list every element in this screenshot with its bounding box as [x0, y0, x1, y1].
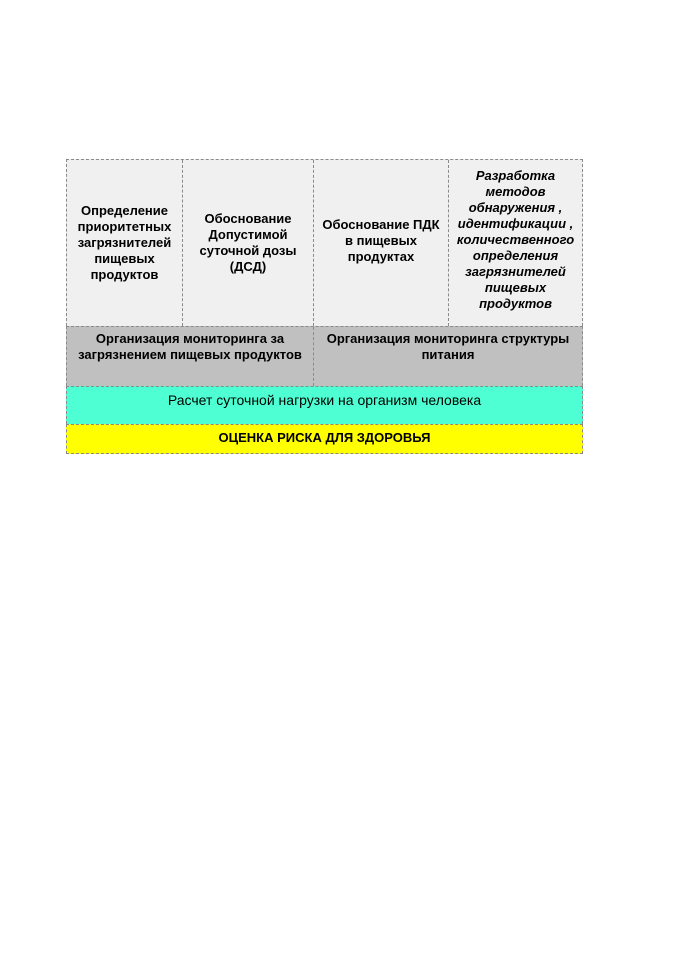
- risk-assessment-diagram: [66, 159, 583, 454]
- cell-diet-structure-monitoring: [314, 327, 582, 386]
- cell-priority-contaminants: [67, 160, 183, 326]
- cell-detection-methods-text: Разработка методов обнаружения , идентификации , количественного определения загрязнителей пищевых продуктов: [456, 168, 575, 311]
- health-risk-assessment-row: [66, 424, 583, 454]
- top-row: [66, 159, 583, 326]
- cell-contamination-monitoring-text: Организация мониторинга за загрязнением пищевых продуктов: [78, 331, 302, 362]
- daily-load-calculation-text: Расчет суточной нагрузки на организм человека: [167, 392, 482, 408]
- cell-adi-justification-text: Обоснование Допустимой суточной дозы (ДСД): [199, 211, 297, 274]
- cell-detection-methods: [449, 160, 582, 326]
- middle-row: [66, 326, 583, 386]
- daily-load-calculation-row: [66, 386, 583, 424]
- cell-contamination-monitoring: [67, 327, 314, 386]
- cell-mpc-justification-text: Обоснование ПДК в пищевых продуктах: [322, 217, 440, 264]
- health-risk-assessment-text: ОЦЕНКА РИСКА ДЛЯ ЗДОРОВЬЯ: [218, 430, 431, 445]
- cell-priority-contaminants-text: Определение приоритетных загрязнителей пищевых продуктов: [77, 203, 172, 282]
- cell-mpc-justification: [314, 160, 449, 326]
- cell-adi-justification: [183, 160, 314, 326]
- cell-diet-structure-monitoring-text: Организация мониторинга структуры питания: [326, 331, 570, 362]
